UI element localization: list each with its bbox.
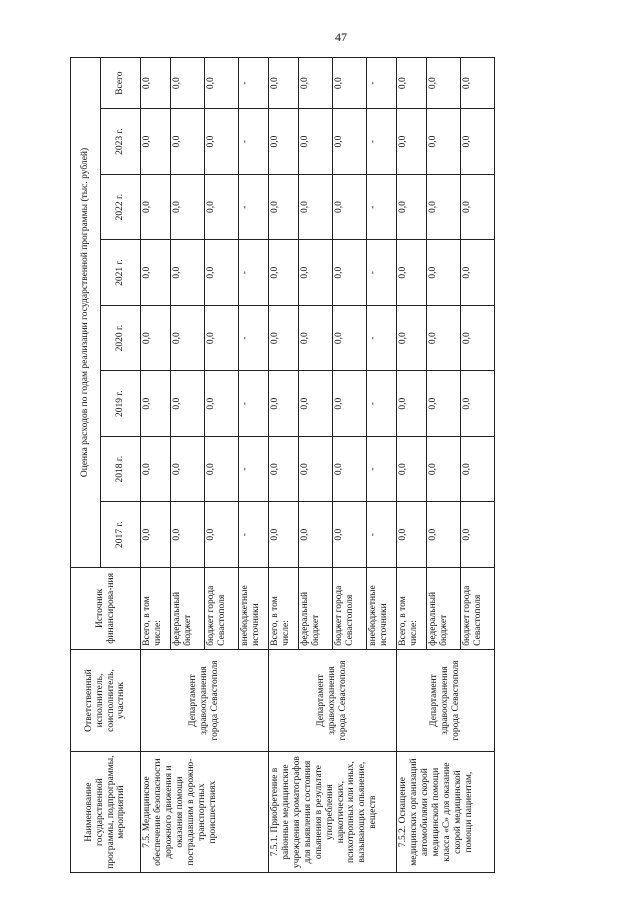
year-value: - <box>239 109 269 175</box>
year-value: 0,0 <box>299 305 333 371</box>
year-value: 0,0 <box>171 240 205 306</box>
year-value: 0,0 <box>269 371 299 437</box>
year-value: 0,0 <box>299 174 333 240</box>
header-year: 2022 г. <box>101 174 141 240</box>
year-value: - <box>367 502 397 568</box>
year-value: 0,0 <box>171 174 205 240</box>
year-value: 0,0 <box>299 436 333 502</box>
year-value: 0,0 <box>427 305 461 371</box>
header-source: Источник финансирова-ния <box>71 567 141 649</box>
year-value: 0,0 <box>205 174 239 240</box>
year-value: 0,0 <box>205 109 239 175</box>
year-value: 0,0 <box>299 502 333 568</box>
year-value: 0,0 <box>171 371 205 437</box>
year-value: - <box>367 371 397 437</box>
total-value: 0,0 <box>299 58 333 109</box>
year-value: 0,0 <box>461 502 495 568</box>
funding-source: Всего, в том числе: <box>269 567 299 649</box>
year-value: 0,0 <box>427 371 461 437</box>
measure-name: 7.5.1. Приобретение в районные медицинские учреждения хроматографов для выявления состояния опьянения в результате употребления наркотических, психотропных или иных, вызывающих опьянение, веществ <box>269 752 397 873</box>
year-value: - <box>367 240 397 306</box>
header-year: 2018 г. <box>101 436 141 502</box>
year-value: 0,0 <box>171 502 205 568</box>
executor-cell: Департамент здравоохранения города Севастополя <box>397 649 495 751</box>
total-value: 0,0 <box>205 58 239 109</box>
year-value: 0,0 <box>205 371 239 437</box>
year-value: 0,0 <box>333 305 367 371</box>
year-value: 0,0 <box>461 305 495 371</box>
table-row <box>141 58 171 873</box>
year-value: 0,0 <box>461 240 495 306</box>
year-value: 0,0 <box>141 371 171 437</box>
funding-source: внебюджетные источники <box>239 567 269 649</box>
funding-source: Всего, в том числе: <box>397 567 427 649</box>
year-value: 0,0 <box>299 371 333 437</box>
year-value: 0,0 <box>427 174 461 240</box>
year-value: - <box>239 305 269 371</box>
year-value: 0,0 <box>397 240 427 306</box>
year-value: 0,0 <box>333 436 367 502</box>
measure-name: 7.5.2. Оснащение медицинских организаций автомобилями скорой медицинской помощи класса «С» для оказание скорой медицинской помощи пациентам, <box>397 752 495 873</box>
executor-cell: Департамент здравоохранения города Севастополя <box>141 649 269 751</box>
year-value: - <box>367 305 397 371</box>
header-year: 2021 г. <box>101 240 141 306</box>
year-value: - <box>239 436 269 502</box>
page-number: 47 <box>335 30 347 44</box>
total-value: 0,0 <box>141 58 171 109</box>
budget-table <box>70 57 495 873</box>
year-value: 0,0 <box>141 109 171 175</box>
funding-source: бюджет города Севастополя <box>461 567 495 649</box>
year-value: 0,0 <box>333 240 367 306</box>
year-value: 0,0 <box>205 502 239 568</box>
funding-source: бюджет города Севастополя <box>205 567 239 649</box>
year-value: 0,0 <box>427 240 461 306</box>
year-value: 0,0 <box>299 240 333 306</box>
year-value: 0,0 <box>461 109 495 175</box>
header-estimate: Оценка расходов по годам реализации государственной программы (тыс. рублей) <box>71 58 101 568</box>
measure-name: 7.5. Медицинское обеспечение безопасности дорожного движения и оказания помощи пострадавшим в дорожно-транспортных происшествиях <box>141 752 269 873</box>
funding-source: Всего, в том числе: <box>141 567 171 649</box>
header-executor: Ответственный исполнитель, соисполнитель, участник <box>71 649 141 751</box>
header-year: 2017 г. <box>101 502 141 568</box>
year-value: 0,0 <box>205 240 239 306</box>
year-value: 0,0 <box>269 305 299 371</box>
year-value: - <box>239 174 269 240</box>
total-value: - <box>239 58 269 109</box>
funding-source: внебюджетные источники <box>367 567 397 649</box>
header-year: 2019 г. <box>101 371 141 437</box>
funding-source: федеральный бюджет <box>171 567 205 649</box>
year-value: 0,0 <box>397 502 427 568</box>
total-value: 0,0 <box>397 58 427 109</box>
year-value: 0,0 <box>397 371 427 437</box>
total-value: 0,0 <box>427 58 461 109</box>
funding-source: федеральный бюджет <box>299 567 333 649</box>
year-value: 0,0 <box>269 174 299 240</box>
year-value: 0,0 <box>171 109 205 175</box>
year-value: 0,0 <box>333 174 367 240</box>
year-value: 0,0 <box>397 305 427 371</box>
year-value: - <box>239 371 269 437</box>
year-value: 0,0 <box>427 109 461 175</box>
table-body <box>141 58 495 873</box>
year-value: 0,0 <box>461 174 495 240</box>
year-value: 0,0 <box>397 109 427 175</box>
year-value: 0,0 <box>427 502 461 568</box>
year-value: 0,0 <box>333 371 367 437</box>
year-value: - <box>367 174 397 240</box>
year-value: 0,0 <box>269 502 299 568</box>
year-value: 0,0 <box>299 109 333 175</box>
table-row <box>397 58 427 873</box>
year-value: 0,0 <box>205 305 239 371</box>
total-value: - <box>367 58 397 109</box>
year-value: 0,0 <box>269 109 299 175</box>
funding-source: бюджет города Севастополя <box>333 567 367 649</box>
year-value: - <box>367 436 397 502</box>
year-value: 0,0 <box>141 174 171 240</box>
year-value: 0,0 <box>141 240 171 306</box>
year-value: 0,0 <box>427 436 461 502</box>
year-value: 0,0 <box>333 502 367 568</box>
year-value: 0,0 <box>171 436 205 502</box>
year-value: 0,0 <box>269 240 299 306</box>
total-value: 0,0 <box>333 58 367 109</box>
header-year: 2023 г. <box>101 109 141 175</box>
year-value: - <box>367 109 397 175</box>
year-value: 0,0 <box>333 109 367 175</box>
year-value: 0,0 <box>141 436 171 502</box>
year-value: 0,0 <box>141 502 171 568</box>
year-value: 0,0 <box>205 436 239 502</box>
year-value: - <box>239 240 269 306</box>
table-row <box>269 58 299 873</box>
year-value: 0,0 <box>141 305 171 371</box>
executor-cell: Департамент здравоохранения города Севастополя <box>269 649 397 751</box>
year-value: 0,0 <box>397 174 427 240</box>
header-name: Наименование государственной программы, подпрограммы, мероприятий <box>71 752 141 873</box>
total-value: 0,0 <box>269 58 299 109</box>
total-value: 0,0 <box>461 58 495 109</box>
rotated-table-wrapper <box>70 57 554 873</box>
header-total: Всего <box>101 58 141 109</box>
funding-source: федеральный бюджет <box>427 567 461 649</box>
year-value: 0,0 <box>171 305 205 371</box>
year-value: 0,0 <box>461 436 495 502</box>
year-value: - <box>239 502 269 568</box>
year-value: 0,0 <box>461 371 495 437</box>
year-value: 0,0 <box>397 436 427 502</box>
header-year: 2020 г. <box>101 305 141 371</box>
year-value: 0,0 <box>269 436 299 502</box>
total-value: 0,0 <box>171 58 205 109</box>
